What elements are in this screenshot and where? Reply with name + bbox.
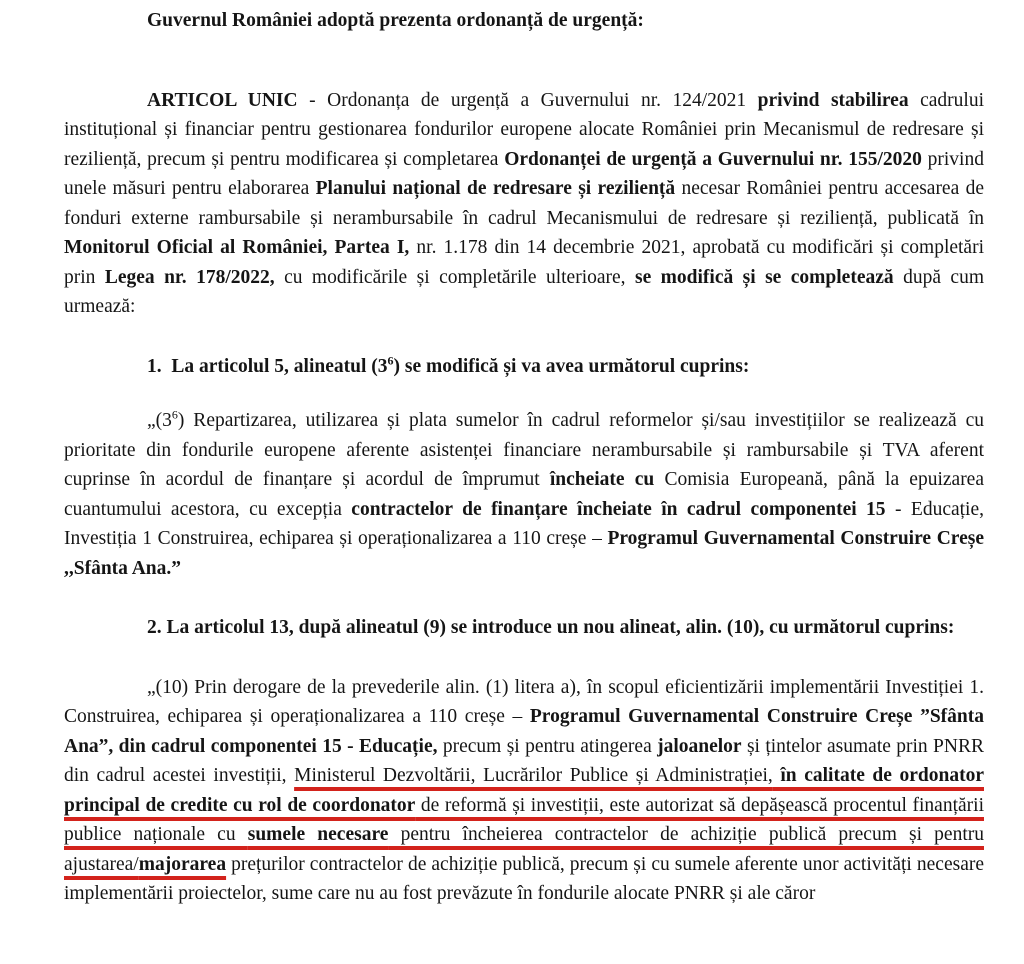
red-underline-annotation: de reformă și investiții, este autorizat să depășească procentul finanțării publice naționale cu bbox=[64, 794, 984, 845]
text-segment: 6 bbox=[387, 353, 394, 367]
text-segment: Programul Guvernamental Construire Creșe ,,Sfânta Ana.” bbox=[64, 528, 984, 579]
text-segment: Comisia Europeană, până la epuizarea cuantumului acestora, cu excepția bbox=[64, 469, 984, 520]
text-segment: „(3 bbox=[147, 410, 172, 431]
text-segment: 6 bbox=[171, 407, 178, 422]
text-segment: Planului național de redresare și reziliență bbox=[315, 178, 676, 199]
paragraph-alin-10 bbox=[64, 673, 984, 909]
text-segment: jaloanelor bbox=[657, 735, 742, 757]
text-segment: Monitorul Oficial al României, Partea I, bbox=[64, 237, 410, 258]
text-segment: contractelor de finanțare încheiate în cadrul componentei 15 bbox=[351, 498, 886, 520]
text-segment: încheiate cu bbox=[549, 469, 655, 490]
text-segment: prețurilor contractelor de achiziție publică, precum și cu sumele aferente unor activități necesare implementării proiectelor, sume care nu au fost prevăzute în fondurile alocate PNRR și ale căror bbox=[64, 853, 984, 904]
text-segment: privind stabilirea bbox=[757, 89, 909, 111]
text-segment: și țintelor asumate prin PNRR din cadrul acestei investiții, bbox=[64, 735, 984, 786]
red-underline-annotation: sumele necesare bbox=[247, 824, 389, 845]
text-segment: 2. La articolul 13, după alineatul (9) se introduce un nou alineat, alin. (10), cu următorul cuprins: bbox=[147, 617, 955, 638]
text-segment: se modifică și se completează bbox=[634, 266, 894, 288]
text-segment: precum și pentru atingerea bbox=[437, 735, 658, 757]
text-segment: ) Repartizarea, utilizarea și plata sumelor în cadrul reformelor și/sau investițiilor se realizează cu prioritate din fondurile europene aferente asistenței financiare nerambursabile și rambursabile și TVA aferent cuprinse în acordul de finanțare și acordul de împrumut bbox=[64, 410, 984, 490]
text-segment: cu modificările și completările ulterioare, bbox=[274, 266, 635, 288]
text-segment: privind unele măsuri pentru elaborarea bbox=[64, 148, 984, 199]
text-segment: - Ordonanța de urgență a Guvernului nr. 124/2021 bbox=[297, 89, 758, 111]
document-title: Guvernul României adoptă prezenta ordonanță de urgență: bbox=[147, 10, 644, 31]
red-underline-annotation: pentru încheierea contractelor de achiziție publică precum și pentru ajustarea/ bbox=[64, 824, 984, 875]
text-segment: Programul Guvernamental Construire Creșe ”Sfânta Ana”, bbox=[64, 706, 984, 757]
text-segment: 1. La articolul 5, alineatul (3 bbox=[147, 355, 388, 377]
red-underline-annotation: în calitate de ordonator principal de credite cu rol de coordonator bbox=[64, 765, 984, 816]
paragraph-articol-unic bbox=[64, 86, 984, 322]
text-segment: Ordonanței de urgență a Guvernului nr. 155/2020 bbox=[504, 148, 922, 170]
paragraph-alin-3-6 bbox=[64, 406, 984, 583]
red-underline-annotation: majorarea bbox=[138, 853, 227, 875]
text-segment: - Educație, Investiția 1 Construirea, echiparea și operaționalizarea a 110 creșe – bbox=[64, 498, 984, 549]
text-segment: ) se modifică și va avea următorul cuprins: bbox=[393, 355, 750, 377]
text-segment: după cum urmează: bbox=[64, 266, 984, 317]
text-segment: cadrului instituțional și financiar pentru gestionarea fondurilor europene alocate României prin Mecanismul de redresare și reziliență, precum și pentru modificarea și completarea bbox=[64, 89, 984, 170]
text-segment: din cadrul componentei 15 - Educație, bbox=[113, 735, 438, 757]
text-segment: necesar României pentru accesarea de fonduri externe rambursabile și nerambursabile în cadrul Mecanismului de redresare și reziliență, publicată în bbox=[64, 178, 984, 229]
text-segment: ARTICOL UNIC bbox=[147, 89, 298, 111]
heading-item-1 bbox=[64, 352, 984, 382]
red-underline-annotation: Ministerul Dezvoltării, Lucrărilor Publice și Administrației, bbox=[294, 765, 773, 786]
heading-item-2 bbox=[64, 613, 984, 643]
text-segment: nr. 1.178 din 14 decembrie 2021, aprobată cu modificări și completări prin bbox=[64, 237, 984, 288]
text-segment: „(10) Prin derogare de la prevederile alin. (1) litera a), în scopul eficientizării implementării Investiției 1. Construirea, echiparea și operaționalizarea a 110 creșe – bbox=[64, 676, 984, 727]
text-segment: Legea nr. 178/2022, bbox=[104, 266, 275, 288]
